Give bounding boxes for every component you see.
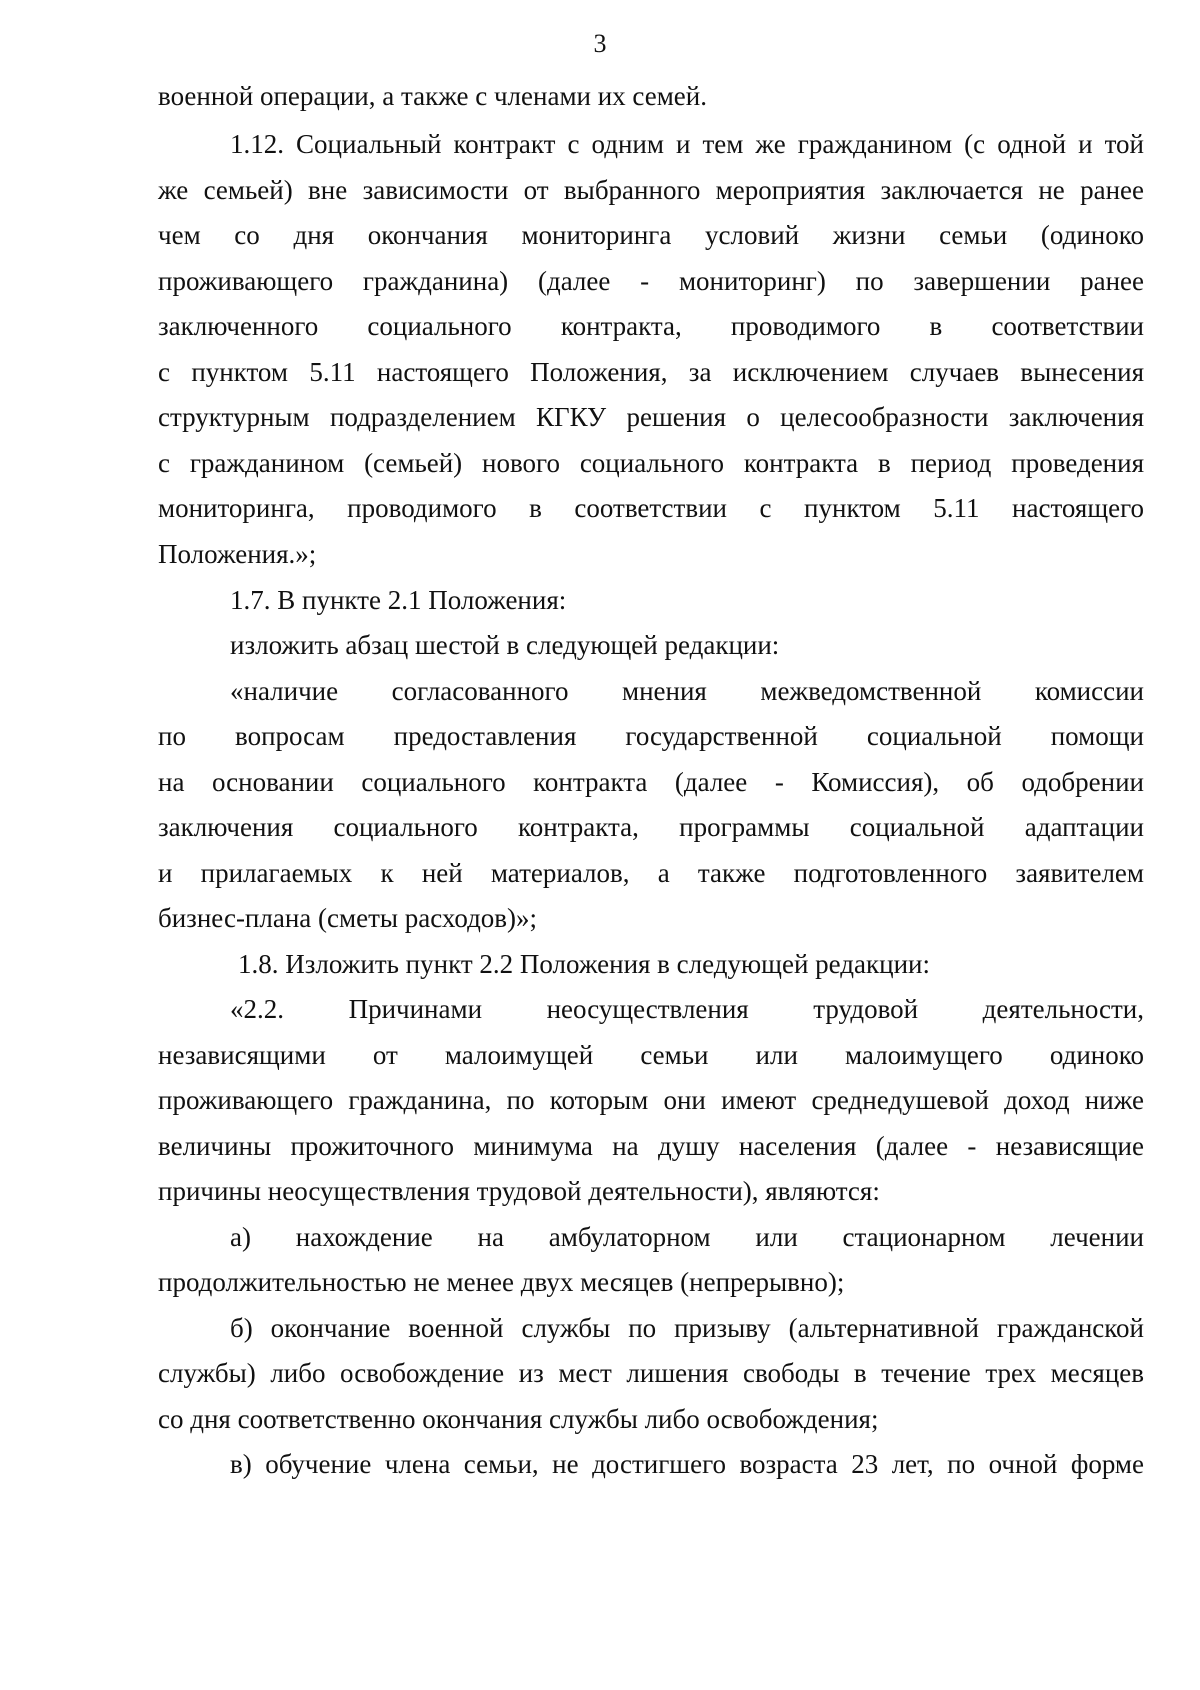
text-line: продолжительностью не менее двух месяцев (непрерывно); bbox=[158, 1267, 845, 1297]
text-line: структурным подразделением КГКУ решения о целесообразности заключения bbox=[158, 402, 1144, 432]
text-line: мониторинга, проводимого в соответствии с пунктом 5.11 настоящего bbox=[158, 493, 1144, 523]
text-line: заключения социального контракта, программы социальной адаптации bbox=[158, 812, 1144, 842]
text-line: «2.2. Причинами неосуществления трудовой деятельности, bbox=[230, 994, 1144, 1024]
text-line: 1.12. Социальный контракт с одним и тем же гражданином (с одной и той bbox=[230, 129, 1144, 159]
text-line: проживающего гражданина) (далее - мониторинг) по завершении ранее bbox=[158, 266, 1144, 296]
text-line: а) нахождение на амбулаторном или стационарном лечении bbox=[230, 1222, 1144, 1252]
text-line: изложить абзац шестой в следующей редакции: bbox=[230, 630, 780, 660]
text-line: проживающего гражданина, по которым они имеют среднедушевой доход ниже bbox=[158, 1085, 1144, 1115]
text-line: военной операции, а также с членами их семей. bbox=[158, 81, 707, 111]
text-line: чем со дня окончания мониторинга условий жизни семьи (одиноко bbox=[158, 220, 1144, 250]
text-line: причины неосуществления трудовой деятельности), являются: bbox=[158, 1176, 880, 1206]
text-line: величины прожиточного минимума на душу населения (далее - независящие bbox=[158, 1131, 1144, 1161]
text-line: в) обучение члена семьи, не достигшего возраста 23 лет, по очной форме bbox=[230, 1449, 1144, 1479]
text-line: с гражданином (семьей) нового социального контракта в период проведения bbox=[158, 448, 1144, 478]
text-line: со дня соответственно окончания службы либо освобождения; bbox=[158, 1404, 879, 1434]
text-line: бизнес-плана (сметы расходов)»; bbox=[158, 903, 538, 933]
text-line: 1.7. В пункте 2.1 Положения: bbox=[230, 585, 567, 615]
text-line: б) окончание военной службы по призыву (альтернативной гражданской bbox=[230, 1313, 1144, 1343]
text-line: заключенного социального контракта, проводимого в соответствии bbox=[158, 311, 1144, 341]
page-number: 3 bbox=[593, 29, 607, 58]
text-line: на основании социального контракта (далее - Комиссия), об одобрении bbox=[158, 767, 1144, 797]
text-line: с пунктом 5.11 настоящего Положения, за исключением случаев вынесения bbox=[158, 357, 1144, 387]
text-line: 1.8. Изложить пункт 2.2 Положения в следующей редакции: bbox=[238, 949, 930, 979]
text-line: же семьей) вне зависимости от выбранного мероприятия заключается не ранее bbox=[158, 175, 1144, 205]
text-line: и прилагаемых к ней материалов, а также подготовленного заявителем bbox=[158, 858, 1144, 888]
text-line: независящими от малоимущей семьи или малоимущего одиноко bbox=[158, 1040, 1144, 1070]
text-line: «наличие согласованного мнения межведомственной комиссии bbox=[230, 676, 1144, 706]
text-line: службы) либо освобождение из мест лишения свободы в течение трех месяцев bbox=[158, 1358, 1144, 1388]
text-line: по вопросам предоставления государственной социальной помощи bbox=[158, 721, 1144, 751]
text-line: Положения.»; bbox=[158, 539, 317, 569]
